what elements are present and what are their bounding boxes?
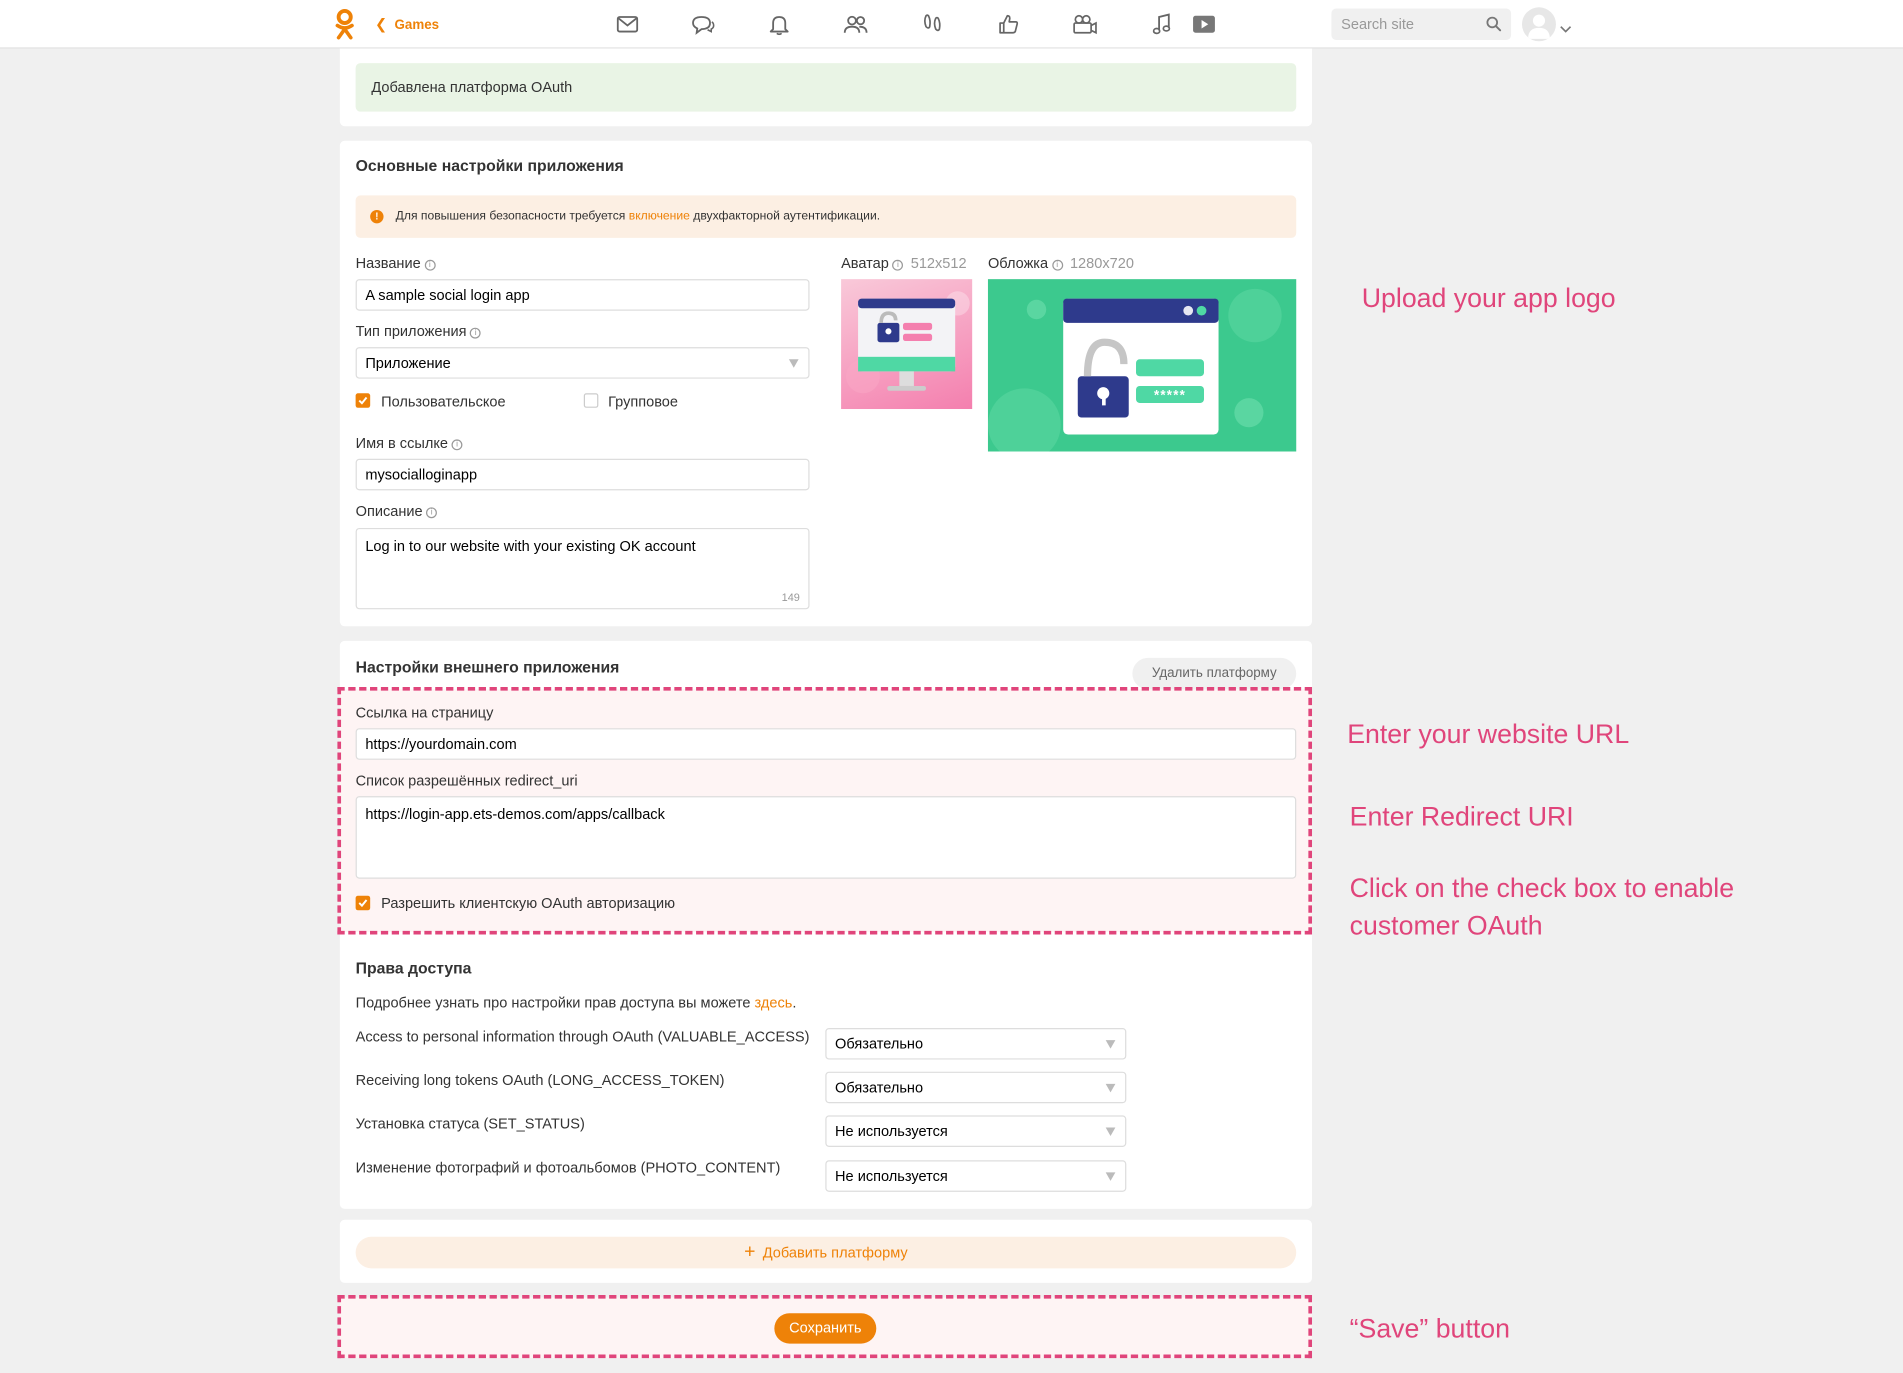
cover-size: 1280x720 (1069, 254, 1134, 272)
info-icon[interactable]: i (1052, 260, 1063, 271)
permission-select-valuable-access[interactable] (825, 1028, 1126, 1060)
search-icon[interactable] (1486, 16, 1502, 38)
annotation-save-button: “Save” button (1349, 1313, 1510, 1344)
page-link-label: Ссылка на страницу (355, 703, 494, 721)
permission-select-photo-content[interactable] (825, 1160, 1126, 1192)
annotation-website-url: Enter your website URL (1347, 718, 1630, 749)
redirect-uri-textarea[interactable]: https://login-app.ets-demos.com/apps/callback (356, 796, 1297, 879)
annotation-redirect-uri: Enter Redirect URI (1349, 801, 1574, 832)
info-icon[interactable]: i (470, 328, 481, 339)
cover-image[interactable] (988, 279, 1296, 451)
annotation-checkbox-line2: customer OAuth (1349, 910, 1543, 941)
description-label-text: Описание (355, 502, 423, 520)
warning-suffix: двухфакторной аутентификации. (689, 209, 881, 224)
top-bar (0, 0, 1903, 49)
add-platform-button[interactable] (356, 1237, 1297, 1269)
link-name-label-text: Имя в ссылке (355, 434, 448, 452)
avatar-label (841, 255, 967, 272)
bell-icon[interactable] (763, 10, 795, 39)
dropdown-arrow-icon (1106, 1084, 1116, 1092)
permission-value: Обязательно (835, 1078, 924, 1096)
search-box (1331, 8, 1511, 40)
client-oauth-checkbox-label[interactable]: Разрешить клиентскую OAuth авторизацию (381, 894, 676, 912)
app-type-label-text: Тип приложения (355, 322, 467, 340)
basic-settings-card (340, 141, 1312, 626)
app-type-select[interactable] (356, 347, 810, 379)
app-type-label (356, 323, 482, 340)
cover-password-mask: ***** (1153, 388, 1187, 403)
friends-icon[interactable] (840, 10, 872, 39)
add-platform-label: Добавить платформу (762, 1244, 908, 1262)
name-label (356, 255, 436, 272)
user-app-checkbox-label[interactable]: Пользовательское (381, 393, 506, 411)
app-type-value: Приложение (365, 354, 451, 372)
annotation-checkbox-line1: Click on the check box to enable (1349, 872, 1735, 903)
info-icon[interactable]: i (893, 260, 904, 271)
group-app-checkbox[interactable] (584, 393, 599, 408)
description-textarea[interactable]: Log in to our website with your existing OK account (356, 528, 810, 609)
guests-icon[interactable] (916, 10, 948, 39)
like-icon[interactable] (993, 10, 1025, 39)
permission-select-long-access-token[interactable] (825, 1072, 1126, 1104)
avatar-label-text: Аватар (841, 254, 889, 272)
dropdown-arrow-icon (1106, 1040, 1116, 1048)
plus-icon: + (744, 1241, 756, 1263)
warning-icon: ! (370, 210, 383, 223)
description-char-counter: 149 (781, 591, 800, 604)
avatar-image[interactable] (841, 279, 972, 409)
basic-settings-title: Основные настройки приложения (355, 156, 624, 175)
permission-label-set-status: Установка статуса (SET_STATUS) (355, 1115, 585, 1133)
external-settings-title: Настройки внешнего приложения (355, 657, 620, 677)
music-icon[interactable] (1146, 10, 1178, 39)
dropdown-arrow-icon (789, 359, 799, 367)
access-rights-intro (356, 994, 797, 1011)
avatar-size: 512x512 (910, 254, 967, 272)
name-label-text: Название (355, 254, 421, 272)
link-name-label (356, 435, 463, 452)
video-camera-icon[interactable] (1069, 10, 1101, 39)
cover-label-text: Обложка (987, 254, 1049, 272)
notice-card (340, 49, 1312, 127)
enable-2fa-link[interactable]: включение (628, 209, 690, 224)
add-platform-card (340, 1220, 1312, 1283)
main-nav (607, 10, 1238, 39)
info-icon[interactable]: i (424, 260, 435, 271)
permission-value: Не используется (835, 1122, 948, 1140)
page-link-input[interactable]: https://yourdomain.com (356, 728, 1297, 760)
name-input[interactable]: A sample social login app (356, 279, 810, 311)
access-rights-help-link[interactable]: здесь (754, 994, 793, 1012)
access-intro-prefix: Подробнее узнать про настройки прав доступа вы можете (355, 994, 755, 1012)
back-games-label: Games (394, 18, 440, 33)
user-app-checkbox[interactable] (356, 393, 371, 408)
info-icon[interactable]: i (452, 439, 463, 450)
permission-label-valuable-access: Access to personal information through OAuth (VALUABLE_ACCESS) (355, 1028, 810, 1045)
description-label (356, 502, 438, 519)
ok-logo-icon[interactable] (334, 8, 356, 40)
redirect-uri-label: Список разрешённых redirect_uri (355, 771, 578, 789)
permission-value: Обязательно (835, 1035, 924, 1053)
dropdown-arrow-icon (1106, 1172, 1116, 1180)
back-games-link[interactable] (375, 16, 439, 33)
security-warning (356, 195, 1297, 237)
link-name-input[interactable]: mysocialloginapp (356, 459, 810, 491)
success-notice: Добавлена платформа OAuth (356, 63, 1297, 112)
chat-icon[interactable] (687, 10, 719, 39)
dropdown-arrow-icon (1106, 1128, 1116, 1136)
group-app-checkbox-label[interactable]: Групповое (608, 393, 679, 411)
chevron-down-icon[interactable] (1560, 17, 1572, 39)
access-rights-title: Права доступа (355, 958, 472, 978)
cover-label (988, 255, 1134, 272)
permission-value: Не используется (835, 1167, 948, 1185)
chevron-left-icon: ❮ (375, 15, 388, 33)
external-settings-highlight-box (337, 687, 1312, 935)
delete-platform-button[interactable]: Удалить платформу (1132, 658, 1296, 690)
video-icon[interactable] (1188, 10, 1220, 39)
permission-select-set-status[interactable] (825, 1115, 1126, 1147)
permission-label-photo-content: Изменение фотографий и фотоальбомов (PHOTO_CONTENT) (355, 1159, 781, 1177)
save-highlight-box (337, 1295, 1312, 1358)
save-button[interactable]: Сохранить (774, 1313, 876, 1343)
permission-label-long-access-token: Receiving long tokens OAuth (LONG_ACCESS_TOKEN) (355, 1071, 725, 1089)
warning-prefix: Для повышения безопасности требуется (395, 209, 629, 224)
annotation-upload-logo: Upload your app logo (1361, 282, 1616, 314)
mail-icon[interactable] (612, 10, 644, 39)
user-avatar[interactable] (1522, 7, 1556, 41)
info-icon[interactable]: i (426, 507, 437, 518)
access-intro-suffix: . (792, 994, 797, 1012)
search-input[interactable] (1331, 8, 1474, 40)
